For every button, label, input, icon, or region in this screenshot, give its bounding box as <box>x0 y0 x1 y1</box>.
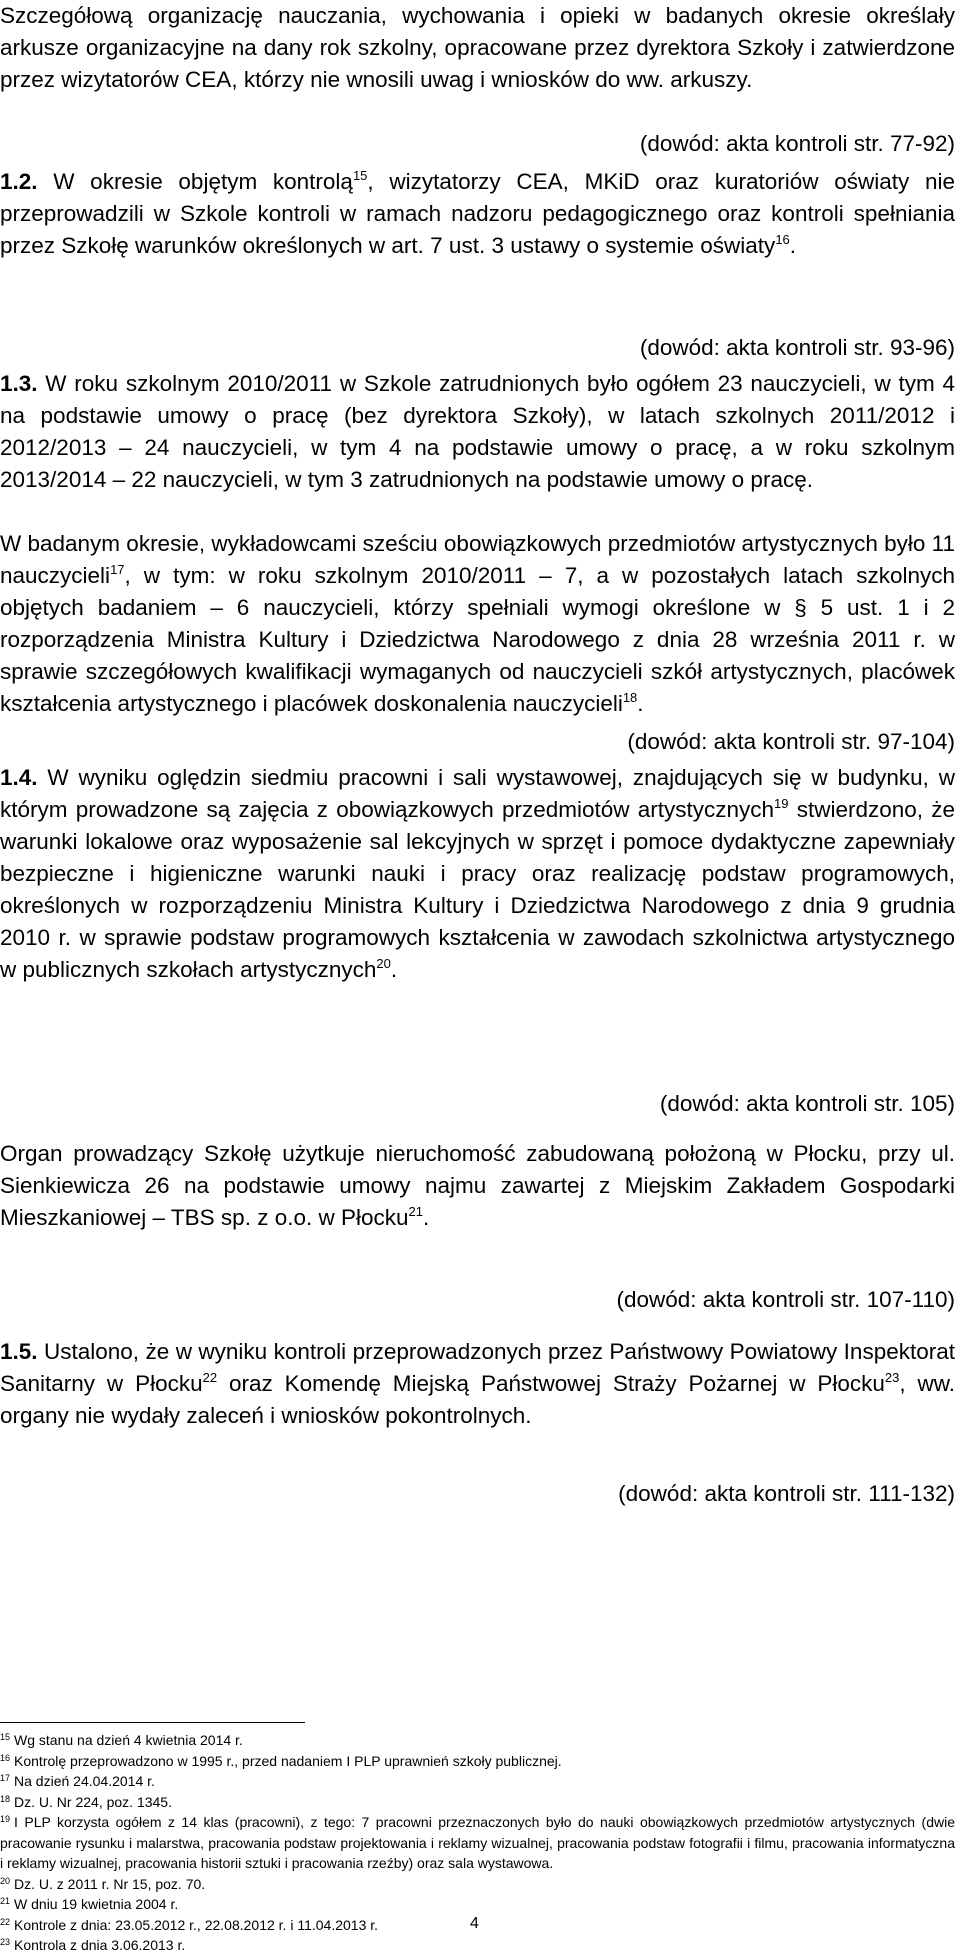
footnote <box>0 1730 955 1751</box>
paragraph-text: , w tym: w roku szkolnym 2010/2011 – 7, a w pozostałych latach szkolnych objętych badaniem – 6 nauczycieli, którzy spełniali wymogi określone w § 5 ust. 1 i 2 rozporządzenia Ministra Kultury i Dziedzictwa Narodowego z dnia 28 września 2011 r. w sprawie szczegółowych kwalifikacji wymaganych od nauczycieli szkół artystycznych, placówek kształcenia artystycznego i placówek doskonalenia nauczycieli <box>0 563 955 716</box>
footnote-ref: 15 <box>352 168 368 183</box>
page-number: 4 <box>470 1915 479 1932</box>
section-number: 1.5. <box>0 1339 38 1364</box>
footnote-number: 21 <box>0 1896 11 1906</box>
paragraph-1-2 <box>0 166 955 262</box>
paragraph-arkusze <box>0 0 955 96</box>
footnote-number: 19 <box>0 1814 11 1824</box>
footnote-text: Na dzień 24.04.2014 r. <box>14 1773 155 1789</box>
footnote-number: 18 <box>0 1793 11 1804</box>
footnote-text: Kontrolę przeprowadzono w 1995 r., przed nadaniem I PLP uprawnień szkoły publicznej. <box>14 1752 562 1769</box>
paragraph-text: Organ prowadzący Szkołę użytkuje nieruchomość zabudowaną położoną w Płocku, przy ul. Sienkiewicza 26 na podstawie umowy najmu zawartej z Miejskim Zakładem Gospodarki Mieszkaniowej – TBS sp. z o.o. w Płocku <box>0 1141 955 1230</box>
paragraph-text: W badanym okresie, wykładowcami sześciu obowiązkowych przedmiotów artystycznych było 11 nauczycieli <box>0 531 955 588</box>
footnote-number: 22 <box>0 1916 11 1927</box>
footnote-number: 17 <box>0 1773 11 1783</box>
footnote-text: I PLP korzysta ogółem z 14 klas (pracowni), z tego: 7 pracowni przeznaczonych było do nauki obowiązkowych przedmiotów artystycznych (dwie pracowanie rysunku i malarstwa, pracowania podstaw projektowania i reklamy wizualnej, pracowania podstaw fotografii i filmu, pracowania informatyczna i reklamy wizualnej, pracowania historii sztuki i pracowania rzeźby) oraz sala wystawowa. <box>0 1814 955 1871</box>
paragraph-text: . <box>422 1205 430 1230</box>
footnote-number: 20 <box>0 1875 11 1886</box>
footnote <box>0 1894 955 1915</box>
paragraph-organ-prowadzacy <box>0 1138 955 1234</box>
paragraph-wykladowcy <box>0 528 955 720</box>
footnote-text: Wg stanu na dzień 4 kwietnia 2014 r. <box>14 1732 243 1748</box>
proof-reference: (dowód: akta kontroli str. 97-104) <box>627 729 955 754</box>
footnote-ref: 22 <box>202 1370 218 1385</box>
paragraph-1-5 <box>0 1336 955 1432</box>
proof-reference: (dowód: akta kontroli str. 107-110) <box>616 1287 955 1312</box>
footnote-ref: 23 <box>884 1370 900 1385</box>
footnote-ref: 17 <box>110 562 125 577</box>
paragraph-text: . <box>637 691 644 716</box>
paragraph-text: W okresie objętym kontrolą <box>37 169 353 194</box>
paragraph-text: , wizytatorzy CEA, MKiD oraz kuratoriów oświaty nie przeprowadzili w Szkole kontroli w ramach nadzoru pedagogicznego oraz kontroli spełniania przez Szkołę warunków określonych w art. 7 ust. 3 ustawy o systemie oświaty <box>0 169 955 258</box>
paragraph-text: Ustalono, że w wyniku kontroli przeprowadzonych przez Państwowy Powiatowy Inspektorat Sanitarny w Płocku <box>0 1339 955 1396</box>
footnote-ref: 20 <box>376 956 391 971</box>
paragraph-text: . <box>390 957 398 982</box>
paragraph-text: W roku szkolnym 2010/2011 w Szkole zatrudnionych było ogółem 23 nauczycieli, w tym 4 na podstawie umowy o pracę (bez dyrektora Szkoły), w latach szkolnych 2011/2012 i 2012/2013 – 24 nauczycieli, w tym 4 na podstawie umowy o pracę, a w roku szkolnym 2013/2014 – 22 nauczycieli, w tym 3 zatrudnionych na podstawie umowy o pracę. <box>0 371 955 492</box>
proof-reference: (dowód: akta kontroli str. 111-132) <box>618 1481 955 1506</box>
paragraph-1-3 <box>0 368 955 496</box>
footnote-text: Dz. U. Nr 224, poz. 1345. <box>14 1793 172 1810</box>
footnote <box>0 1792 955 1813</box>
footnote <box>0 1751 955 1772</box>
paragraph-text: . <box>789 233 797 258</box>
footnote-ref: 19 <box>774 796 789 811</box>
section-number: 1.3. <box>0 371 38 396</box>
footnote <box>0 1812 955 1874</box>
footnote-ref: 18 <box>622 690 638 705</box>
paragraph-text: Szczegółową organizację nauczania, wychowania i opieki w badanych okresie określały arkusze organizacyjne na dany rok szkolny, opracowane przez dyrektora Szkoły i zatwierdzone przez wizytatorów CEA, którzy nie wnosili uwag i wniosków do ww. arkuszy. <box>0 3 955 92</box>
paragraph-text: W wyniku oględzin siedmiu pracowni i sali wystawowej, znajdujących się w budynku, w którym prowadzone są zajęcia z obowiązkowych przedmiotów artystycznych <box>0 765 955 822</box>
footnote-number: 16 <box>0 1752 11 1763</box>
proof-reference: (dowód: akta kontroli str. 105) <box>659 1091 955 1116</box>
section-number: 1.4. <box>0 765 38 790</box>
proof-reference: (dowód: akta kontroli str. 77-92) <box>639 131 955 156</box>
paragraph-text: , ww. organy nie wydały zaleceń i wniosków pokontrolnych. <box>0 1371 955 1428</box>
footnote-text: Dz. U. z 2011 r. Nr 15, poz. 70. <box>14 1875 206 1892</box>
footnote <box>0 1874 955 1895</box>
paragraph-1-4 <box>0 762 955 986</box>
footnote-number: 15 <box>0 1732 11 1742</box>
paragraph-text: stwierdzono, że warunki lokalowe oraz wyposażenie sal lekcyjnych w sprzęt i pomoce dydaktyczne zapewniały bezpieczne i higieniczne warunki nauki i pracy oraz realizację podstaw programowych, określonych w rozporządzeniu Ministra Kultury i Dziedzictwa Narodowego z dnia 9 grudnia 2010 r. w sprawie podstaw programowych kształcenia w zawodach szkolnictwa artystycznego w publicznych szkołach artystycznych <box>0 797 955 982</box>
footnote-number: 23 <box>0 1937 11 1947</box>
footnote-text: W dniu 19 kwietnia 2004 r. <box>14 1896 179 1912</box>
footnote-text: Kontrola z dnia 3.06.2013 r. <box>14 1937 186 1953</box>
footnote <box>0 1771 955 1792</box>
footnote-ref: 21 <box>408 1204 423 1219</box>
footnote-divider <box>0 1722 305 1723</box>
footnote-text: Kontrole z dnia: 23.05.2012 r., 22.08.2012 r. i 11.04.2013 r. <box>14 1916 379 1933</box>
section-number: 1.2. <box>0 169 38 194</box>
proof-reference: (dowód: akta kontroli str. 93-96) <box>639 335 955 360</box>
footnote <box>0 1935 955 1956</box>
footnote-ref: 16 <box>775 232 790 247</box>
paragraph-text: oraz Komendę Miejską Państwowej Straży Pożarnej w Płocku <box>217 1371 885 1396</box>
